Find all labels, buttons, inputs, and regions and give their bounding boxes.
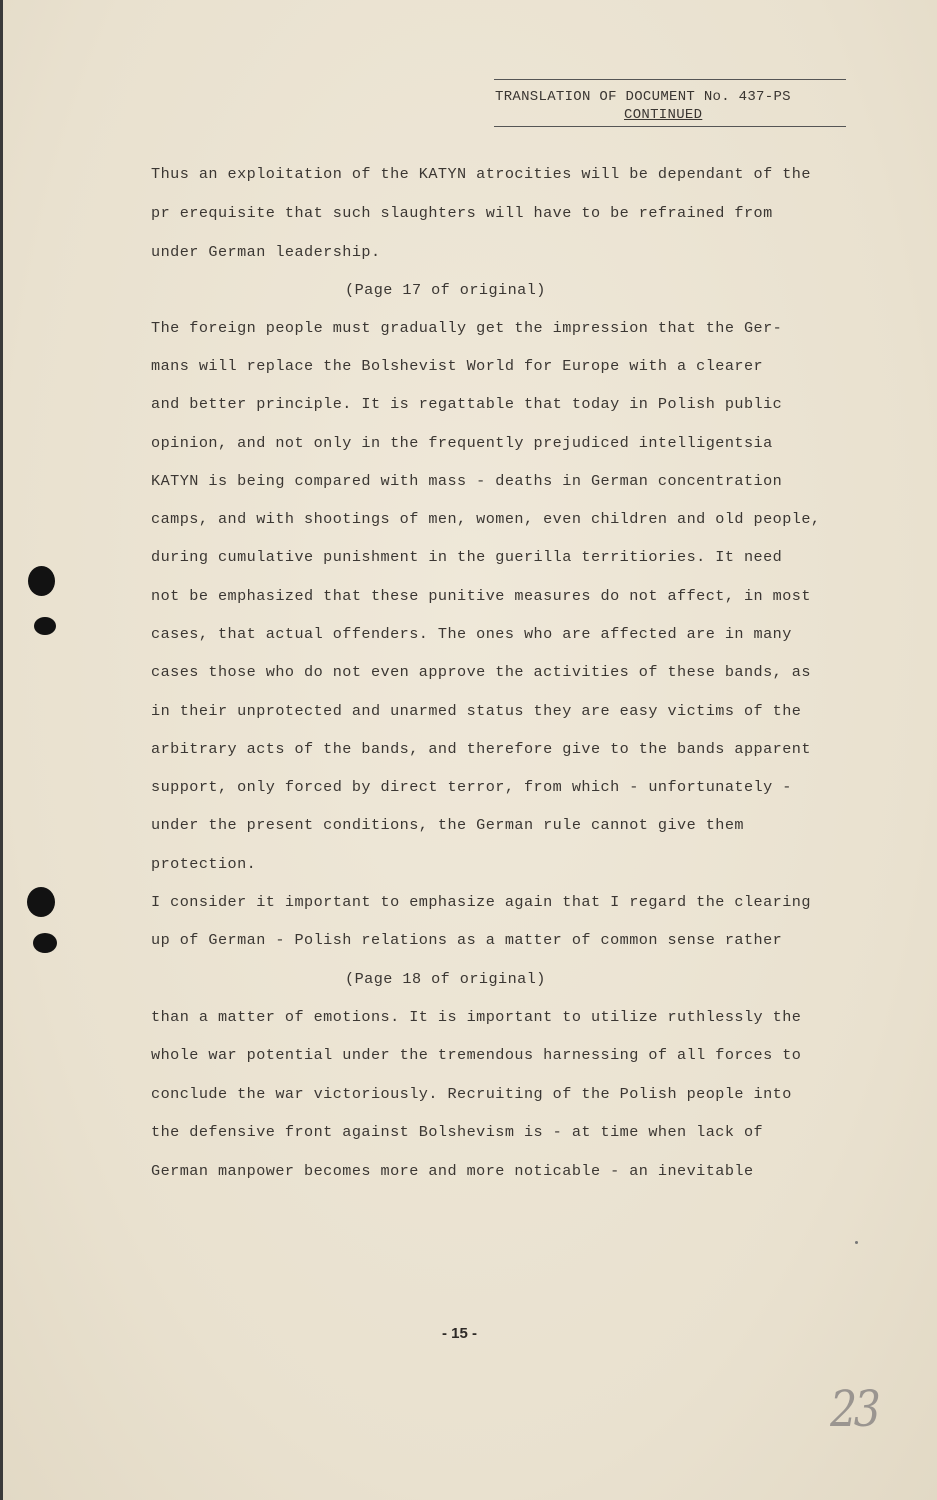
text-line: support, only forced by direct terror, from which - unfortunately - <box>151 778 792 796</box>
text-line: pr erequisite that such slaughters will have to be refrained from <box>151 204 773 222</box>
punch-hole <box>34 617 56 635</box>
handwritten-folio-number: 23 <box>830 1380 878 1438</box>
document-header <box>494 79 846 127</box>
text-line: Thus an exploitation of the KATYN atrocities will be dependant of the <box>151 165 811 183</box>
text-line: opinion, and not only in the frequently prejudiced intelligentsia <box>151 434 773 452</box>
text-line: camps, and with shootings of men, women, even children and old people, <box>151 510 821 528</box>
header-title: TRANSLATION OF DOCUMENT No. 437-PS <box>495 89 791 105</box>
header-continued: CONTINUED <box>624 107 703 123</box>
text-line: German manpower becomes more and more noticable - an inevitable <box>151 1162 754 1180</box>
text-line: arbitrary acts of the bands, and therefore give to the bands apparent <box>151 740 811 758</box>
text-line: under German leadership. <box>151 243 381 261</box>
punch-hole <box>33 933 57 953</box>
paper-speck <box>855 1241 858 1244</box>
text-line: than a matter of emotions. It is important to utilize ruthlessly the <box>151 1008 802 1026</box>
text-line: I consider it important to emphasize again that I regard the clearing <box>151 893 811 911</box>
page-number: - 15 - <box>442 1325 478 1342</box>
text-line: in their unprotected and unarmed status they are easy victims of the <box>151 702 802 720</box>
text-line: cases, that actual offenders. The ones who are affected are in many <box>151 625 792 643</box>
text-line: not be emphasized that these punitive measures do not affect, in most <box>151 587 811 605</box>
text-line: the defensive front against Bolshevism is - at time when lack of <box>151 1123 764 1141</box>
text-line: conclude the war victoriously. Recruiting of the Polish people into <box>151 1085 792 1103</box>
text-line: The foreign people must gradually get the impression that the Ger- <box>151 319 783 337</box>
text-line: KATYN is being compared with mass - deaths in German concentration <box>151 472 783 490</box>
page-reference: (Page 17 of original) <box>345 281 546 299</box>
text-line: during cumulative punishment in the guerilla territiories. It need <box>151 548 783 566</box>
page-reference: (Page 18 of original) <box>345 970 546 988</box>
text-line: under the present conditions, the German rule cannot give them <box>151 816 744 834</box>
text-line: mans will replace the Bolshevist World for Europe with a clearer <box>151 357 764 375</box>
text-line: whole war potential under the tremendous harnessing of all forces to <box>151 1046 802 1064</box>
text-line: cases those who do not even approve the activities of these bands, as <box>151 663 811 681</box>
text-line: and better principle. It is regattable that today in Polish public <box>151 395 783 413</box>
text-line: up of German - Polish relations as a matter of common sense rather <box>151 931 783 949</box>
punch-hole <box>28 566 55 596</box>
punch-hole <box>27 887 55 917</box>
text-line: protection. <box>151 855 257 873</box>
